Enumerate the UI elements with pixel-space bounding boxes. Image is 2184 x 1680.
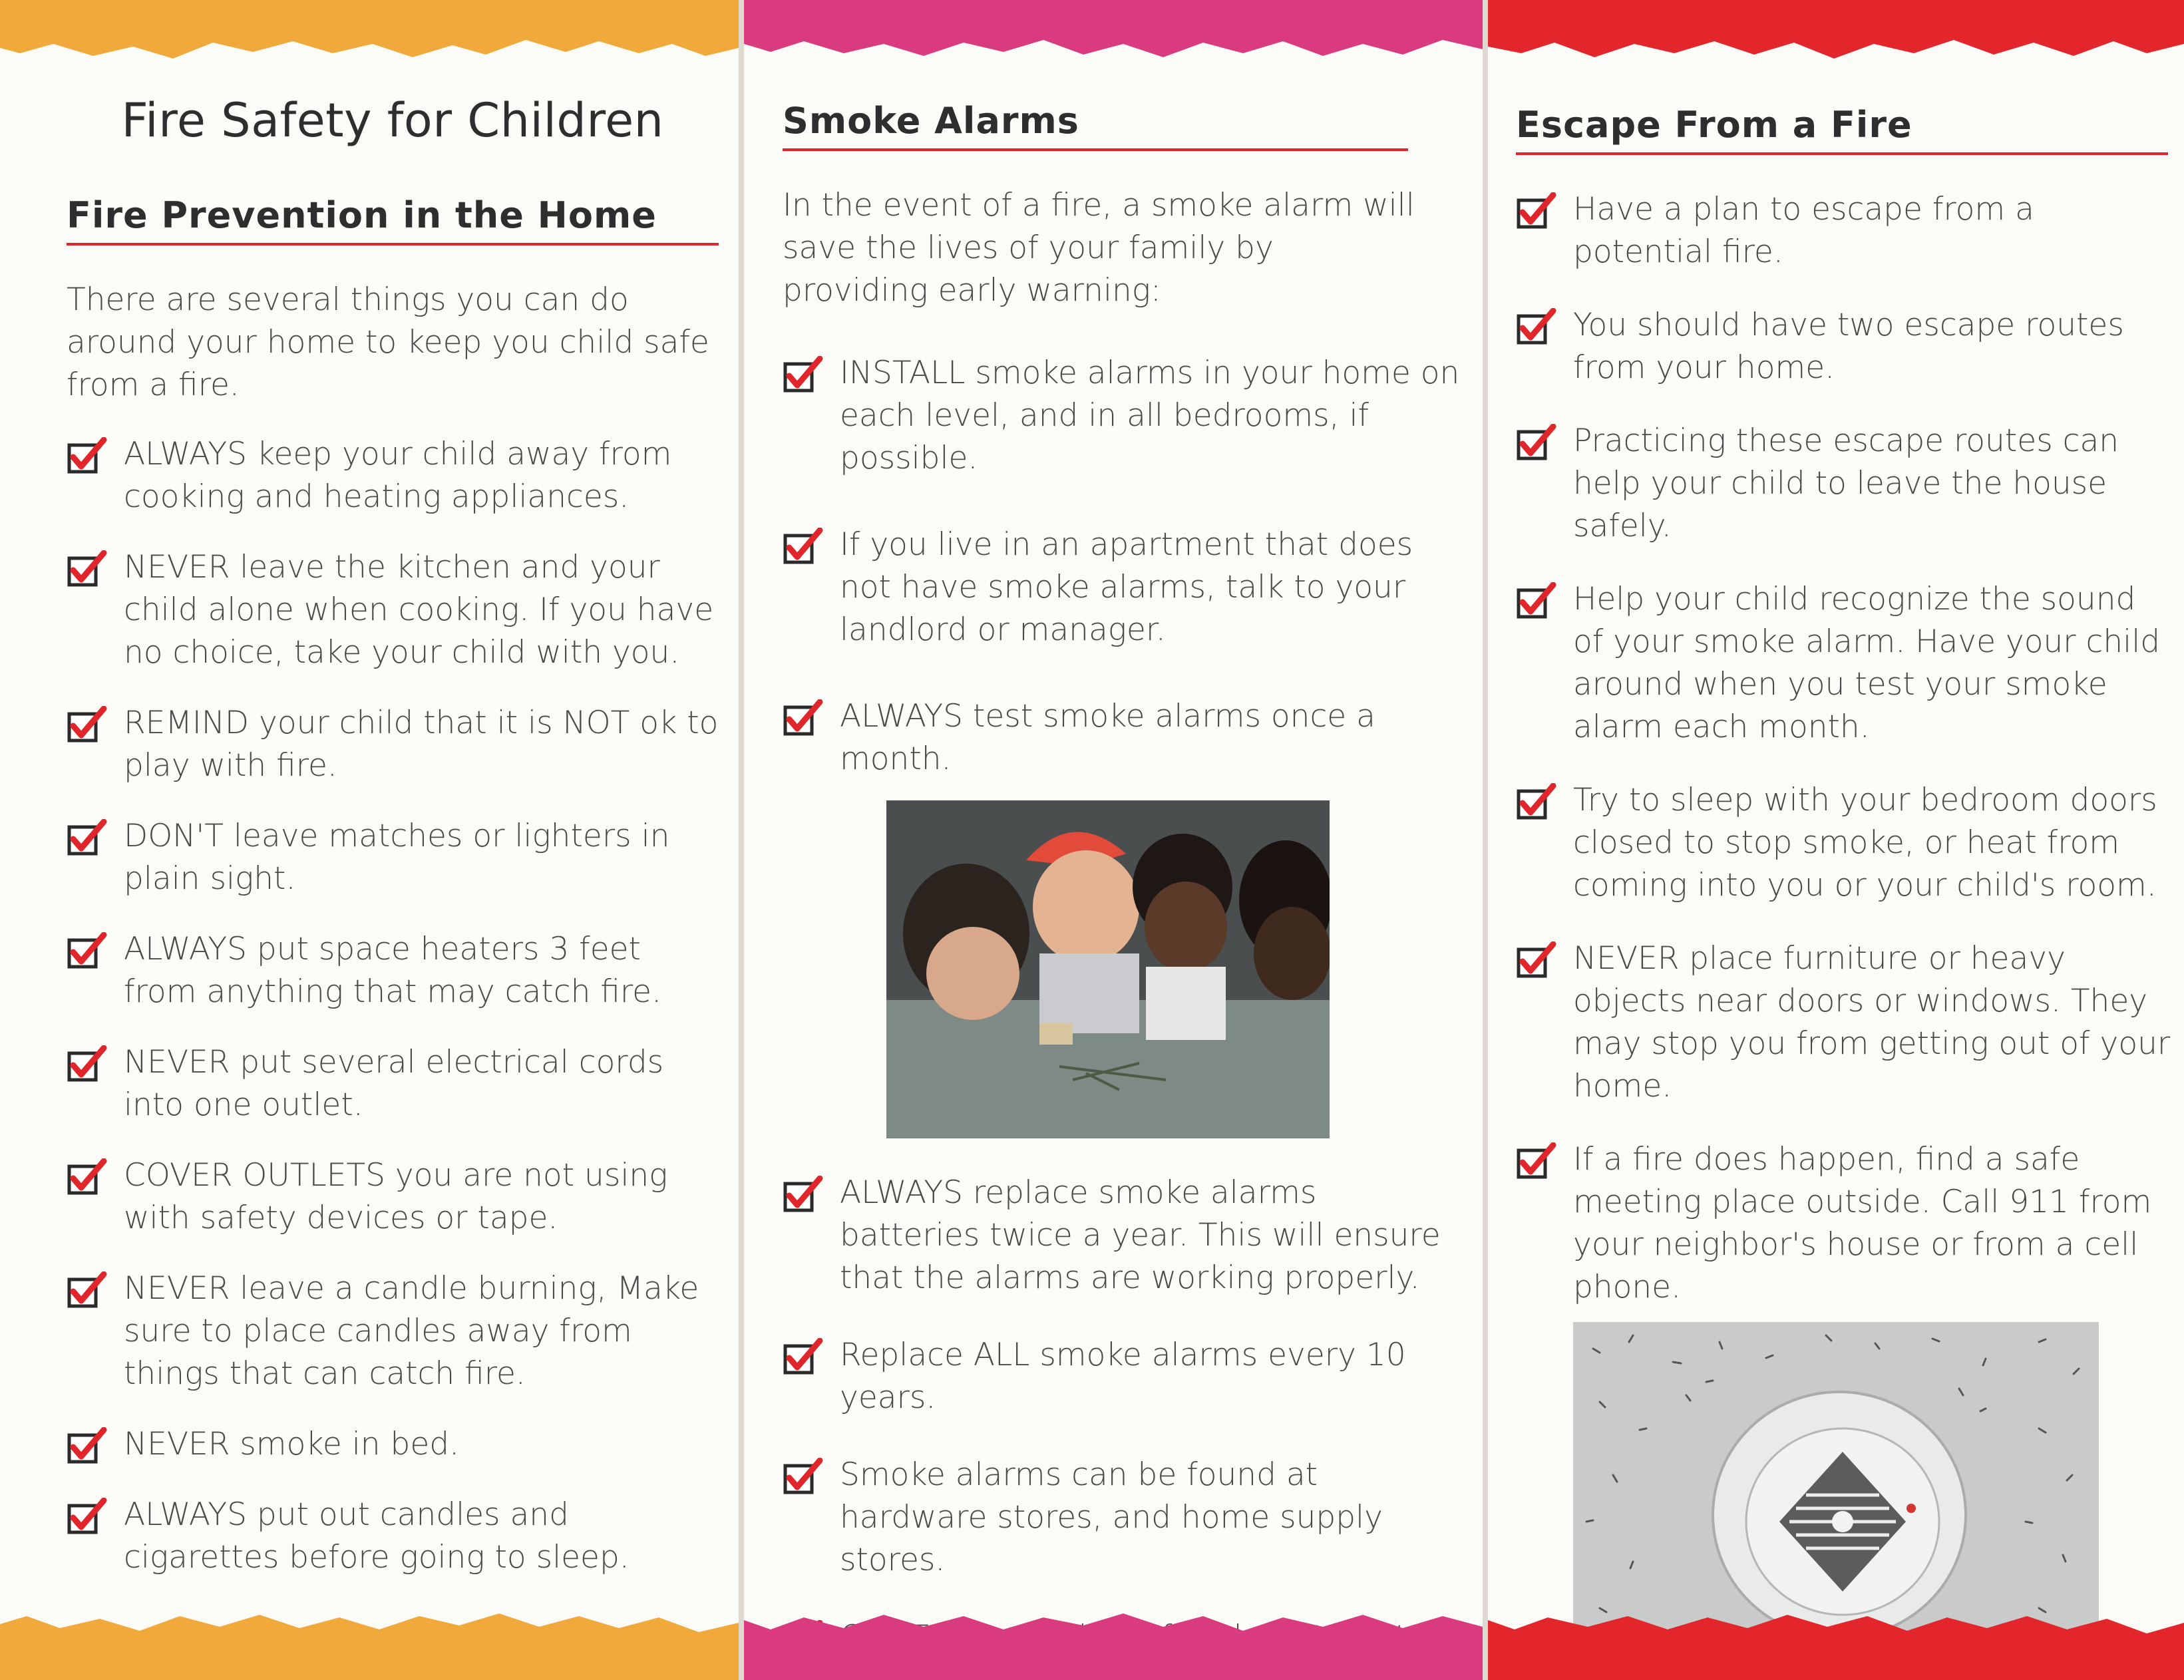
list-item: [1516, 937, 2175, 1108]
fold-divider: [739, 0, 744, 1680]
intro-paragraph: In the event of a fire, a smoke alarm will save the lives of your family by providing early warning:: [783, 187, 1415, 309]
list-item: [783, 1334, 1461, 1419]
list-item-text: REMIND your child that it is NOT ok to play with fire.: [124, 705, 719, 784]
checklist-top: [783, 352, 1461, 780]
checkbox-check-icon: [1516, 308, 1557, 345]
checkbox-check-icon: [67, 1271, 108, 1309]
panel1-content: [67, 80, 719, 1607]
list-item-text: Have a plan to escape from a potential fire.: [1573, 191, 2034, 270]
list-item: [67, 1041, 719, 1126]
list-item: [67, 1494, 719, 1579]
list-item-text: NEVER put several electrical cords into one outlet.: [124, 1044, 664, 1123]
list-item-text: Help your child recognize the sound of your smoke alarm. Have your child around when you test your smoke alarm each month.: [1573, 581, 2161, 745]
checkbox-check-icon: [67, 550, 108, 588]
children-playing-with-matches-photo: [886, 800, 1330, 1138]
list-item-text: INSTALL smoke alarms in your home on each level, and in all bedrooms, if possible.: [840, 355, 1460, 476]
list-item: [67, 546, 719, 674]
checkbox-check-icon: [67, 1158, 108, 1196]
list-item: [1516, 188, 2175, 273]
checklist: [67, 433, 719, 1579]
checkbox-check-icon: [67, 437, 108, 474]
list-item-text: DON'T leave matches or lighters in plain sight.: [124, 818, 670, 897]
torn-paper-band-top: [744, 0, 1483, 80]
torn-paper-band-top: [1488, 0, 2184, 80]
torn-paper-band-top: [0, 0, 739, 80]
list-item-text: Replace ALL smoke alarms every 10 years.: [840, 1337, 1406, 1416]
list-item-text: You should have two escape routes from your home.: [1573, 307, 2124, 386]
list-item-text: Try to sleep with your bedroom doors closed to stop smoke, or heat from coming into you or your child's room.: [1573, 782, 2157, 904]
checkbox-check-icon: [783, 1176, 824, 1213]
list-item: [1516, 578, 2175, 749]
list-item: [783, 1454, 1461, 1582]
list-item: [67, 1154, 719, 1240]
checkbox-check-icon: [1516, 1142, 1557, 1180]
checkbox-check-icon: [67, 706, 108, 743]
list-item: [67, 928, 719, 1013]
checkbox-check-icon: [67, 1498, 108, 1535]
list-item: [783, 524, 1461, 651]
list-item-text: NEVER leave the kitchen and your child alone when cooking. If you have no choice, take your child with you.: [124, 549, 714, 671]
checkbox-check-icon: [1516, 783, 1557, 820]
list-item-text: COVER OUTLETS you are not using with safety devices or tape.: [124, 1157, 668, 1236]
page-title: Fire Safety for Children: [121, 93, 664, 148]
list-item: [783, 695, 1461, 780]
list-item: [1516, 779, 2175, 907]
checkbox-check-icon: [783, 1338, 824, 1375]
panel-escape: [1488, 0, 2184, 1680]
panel2-content: [783, 80, 1461, 1680]
list-item-text: NEVER leave a candle burning, Make sure to place candles away from things that can catch fire.: [124, 1270, 699, 1392]
list-item-text: NEVER place furniture or heavy objects near doors or windows. They may stop you from getting out of your home.: [1573, 940, 2171, 1104]
checklist: [1516, 188, 2175, 1309]
list-item: [67, 1423, 719, 1466]
section-heading-escape: Escape From a Fire: [1516, 104, 2168, 155]
checkbox-check-icon: [1516, 941, 1557, 979]
torn-paper-band-bottom: [0, 1594, 739, 1680]
panel-fire-prevention: [0, 0, 739, 1680]
list-item-text: If a fire does happen, find a safe meeting place outside. Call 911 from your neighbor's house or from a cell phone.: [1573, 1141, 2152, 1305]
torn-paper-band-bottom: [744, 1594, 1483, 1680]
checkbox-check-icon: [783, 1458, 824, 1495]
list-item: [1516, 1138, 2175, 1309]
panel-smoke-alarms: [744, 0, 1483, 1680]
list-item-text: If you live in an apartment that does not have smoke alarms, talk to your landlord or manager.: [840, 526, 1413, 648]
checkbox-check-icon: [67, 932, 108, 969]
list-item: [783, 352, 1461, 480]
checkbox-check-icon: [783, 699, 824, 737]
list-item: [783, 1172, 1461, 1299]
torn-paper-band-bottom: [1488, 1594, 2184, 1680]
checkbox-check-icon: [67, 1427, 108, 1464]
checkbox-check-icon: [783, 356, 824, 393]
panel3-content: [1516, 80, 2175, 1680]
checkbox-check-icon: [67, 1045, 108, 1083]
list-item-text: Practicing these escape routes can help your child to leave the house safely.: [1573, 422, 2119, 544]
checkbox-check-icon: [1516, 424, 1557, 461]
checkbox-check-icon: [67, 819, 108, 856]
list-item: [67, 702, 719, 787]
checkbox-check-icon: [1516, 582, 1557, 619]
checkbox-check-icon: [1516, 192, 1557, 230]
section-heading-fire-prevention: Fire Prevention in the Home: [67, 194, 719, 246]
list-item-text: NEVER smoke in bed.: [124, 1426, 460, 1462]
list-item: [67, 1267, 719, 1395]
list-item-text: Smoke alarms can be found at hardware stores, and home supply stores.: [840, 1456, 1383, 1578]
intro-paragraph: There are several things you can do around your home to keep you child safe from a fire.: [67, 281, 709, 403]
list-item-text: ALWAYS replace smoke alarms batteries twice a year. This will ensure that the alarms are working properly.: [840, 1174, 1441, 1296]
fold-divider: [1483, 0, 1488, 1680]
list-item-text: ALWAYS put out candles and cigarettes before going to sleep.: [124, 1496, 630, 1576]
list-item: [1516, 304, 2175, 389]
list-item-text: ALWAYS put space heaters 3 feet from anything that may catch fire.: [124, 931, 662, 1010]
section-heading-smoke-alarms: Smoke Alarms: [783, 100, 1408, 151]
list-item: [1516, 420, 2175, 548]
checkbox-check-icon: [783, 528, 824, 565]
list-item-text: ALWAYS keep your child away from cooking and heating appliances.: [124, 436, 672, 515]
list-item: [67, 815, 719, 900]
list-item-text: ALWAYS test smoke alarms once a month.: [840, 698, 1375, 777]
list-item: [67, 433, 719, 518]
